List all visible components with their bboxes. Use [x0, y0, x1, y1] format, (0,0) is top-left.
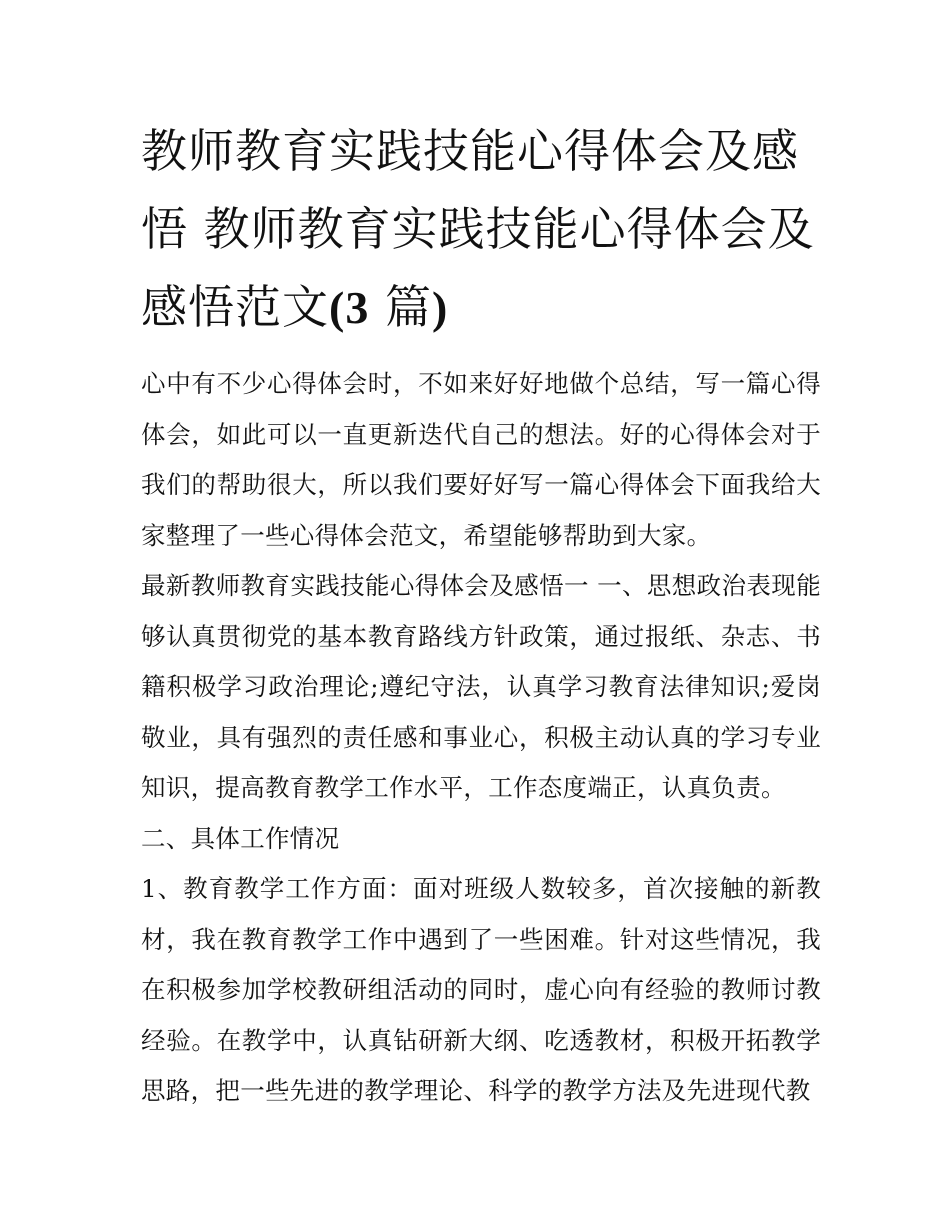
document-title	[141, 112, 821, 347]
title-close: )	[431, 282, 449, 333]
teaching-work-paragraph: 1、教育教学工作方面：面对班级人数较多，首次接触的新教材，我在教育教学工作中遇到了一些困难。针对这些情况，我在积极参加学校教研组活动的同时，虚心向有经验的教师讨教经验。在教学中，认真钻研新大纲、吃透教材，积极开拓教学思路，把一些先进的教学理论、科学的教学方法及先进现代教	[141, 874, 821, 1105]
section-heading: 二、具体工作情况	[141, 823, 340, 853]
section-one-paragraph: 最新教师教育实践技能心得体会及感悟一 一、思想政治表现能够认真贯彻党的基本教育路线方针政策，通过报纸、杂志、书籍积极学习政治理论;遵纪守法，认真学习教育法律知识;爱岗敬业，具有强烈的责任感和事业心，积极主动认真的学习专业知识，提高教育教学工作水平，工作态度端正，认真负责。	[141, 571, 821, 802]
title-main: 教师教育实践技能心得体会及感悟 教师教育实践技能心得体会及感悟范文	[141, 124, 815, 334]
intro-paragraph: 心中有不少心得体会时，不如来好好地做个总结，写一篇心得体会，如此可以一直更新迭代自己的想法。好的心得体会对于我们的帮助很大，所以我们要好好写一篇心得体会下面我给大家整理了一些心得体会范文，希望能够帮助到大家。	[141, 369, 821, 550]
document-body	[141, 359, 821, 1117]
title-unit: 篇	[384, 280, 432, 334]
document-page	[141, 112, 821, 1117]
title-count: (3	[329, 282, 370, 333]
